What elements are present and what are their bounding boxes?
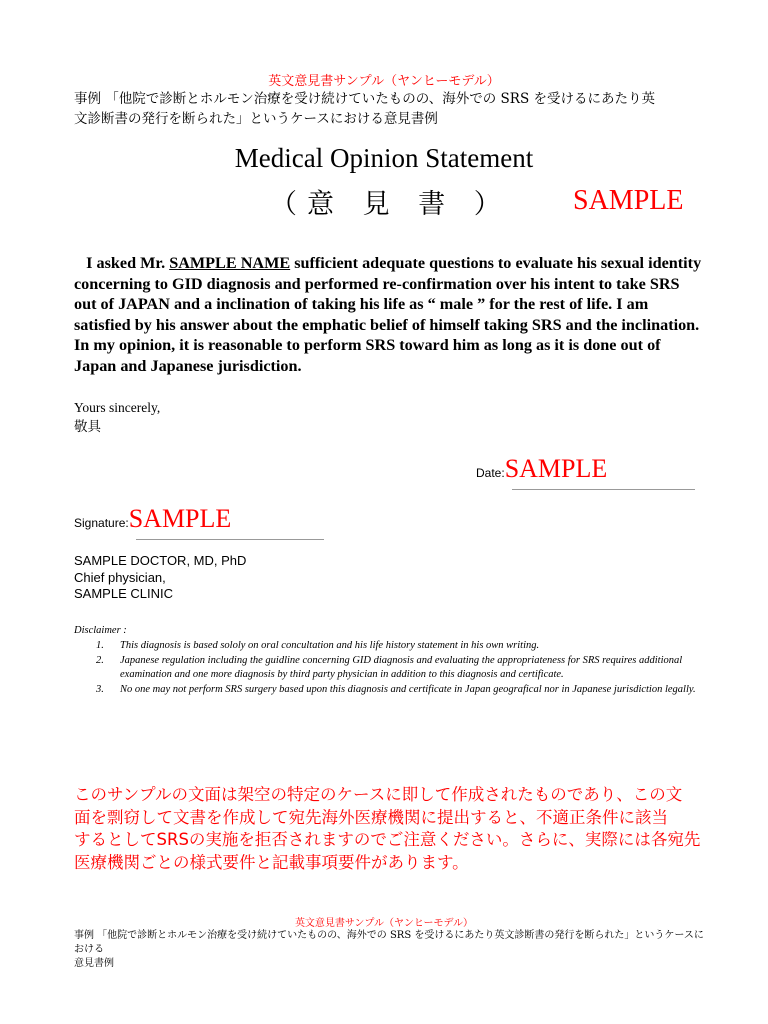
date-field: [476, 454, 607, 484]
date-value: SAMPLE: [504, 454, 608, 483]
sample-stamp: SAMPLE: [573, 185, 684, 216]
header-title: 英文意見書サンプル（ヤンヒーモデル）: [268, 74, 500, 89]
signature-value: SAMPLE: [128, 504, 232, 533]
footer-line-2: 意見書例: [74, 958, 114, 969]
signature-underline: [136, 539, 324, 540]
date-underline: [512, 489, 695, 490]
statement-text: sufficient adequate questions to evaluate his sexual identity concerning to GID diagnosis and performed re-confirmation over his intent to take SRS out of JAPAN and a inclination of taking his life as “ male ” for the rest of life. I am satisfied by his answer about the emphatic belief of himself taking SRS and the inclination. In my opinion, it is reasonable to perform SRS toward him as long as it is done out of Japan and Japanese jurisdiction.: [74, 254, 702, 375]
warning-note: [74, 784, 704, 874]
header-case-line-2: 文診断書の発行を断られた」というケースにおける意見書例: [74, 111, 438, 127]
disclaimer-number: 2.: [96, 654, 104, 666]
disclaimer-text: Japanese regulation including the guidline concerning GID diagnosis and evaluating the appropriateness for SRS requires additional examination and one more diagnosis by third party physician in addition to this diagnosis and certificate.: [120, 654, 683, 680]
date-label: Date:: [476, 466, 505, 480]
document-title: Medical Opinion Statement: [234, 143, 534, 173]
doctor-block: [74, 553, 246, 603]
header-case-line-1: 事例 「他院で診断とホルモン治療を受け続けていたものの、海外での SRS を受けるにあたり英: [74, 91, 655, 107]
disclaimer-text: No one may not perform SRS surgery based upon this diagnosis and certificate in Japan geografical nor in Japanese jurisdiction legally.: [120, 683, 696, 695]
warning-note-line: 面を剽窃して文書を作成して宛先海外医療機関に提出すると、不適正条件に該当: [74, 807, 668, 827]
doctor-position: Chief physician,: [74, 569, 166, 585]
signature-field: [74, 504, 231, 534]
disclaimer-text: This diagnosis is based sololy on oral concultation and his life history statement in his own writing.: [120, 640, 540, 651]
closing-english: Yours sincerely,: [74, 400, 161, 415]
footer-line-1: 事例 「他院で診断とホルモン治療を受け続けていたものの、海外での SRS を受けるにあたり英文診断書の発行を断られた」というケースにおける: [74, 930, 704, 955]
statement-paragraph: [74, 253, 704, 376]
warning-note-line: するとしてSRSの実施を拒否されますのでご注意ください。さらに、実際には各宛先: [74, 830, 701, 849]
warning-note-line: このサンプルの文面は架空の特定のケースに即して作成されたものであり、この文: [74, 785, 683, 804]
clinic-name: SAMPLE CLINIC: [74, 586, 173, 601]
statement-intro: I asked Mr.: [86, 254, 170, 272]
signature-label: Signature:: [74, 516, 129, 530]
disclaimer-number: 3.: [96, 683, 104, 695]
doctor-name: SAMPLE DOCTOR, MD, PhD: [74, 553, 247, 568]
disclaimer-number: 1.: [96, 640, 104, 651]
disclaimer-item: [96, 683, 696, 698]
disclaimer-item: [96, 639, 696, 654]
document-title-japanese: （意 見 書 ）: [270, 189, 511, 220]
patient-name: SAMPLE NAME: [169, 254, 291, 272]
closing-japanese: 敬具: [74, 419, 101, 434]
disclaimer-item: [96, 654, 696, 683]
disclaimer-heading: Disclaimer :: [74, 625, 127, 636]
warning-note-line: 医療機関ごとの様式要件と記載事項要件があります。: [74, 852, 469, 872]
disclaimer-list: [96, 639, 696, 697]
footer-title: 英文意見書サンプル（ヤンヒーモデル）: [294, 918, 474, 929]
footer-case-description: [74, 929, 704, 971]
